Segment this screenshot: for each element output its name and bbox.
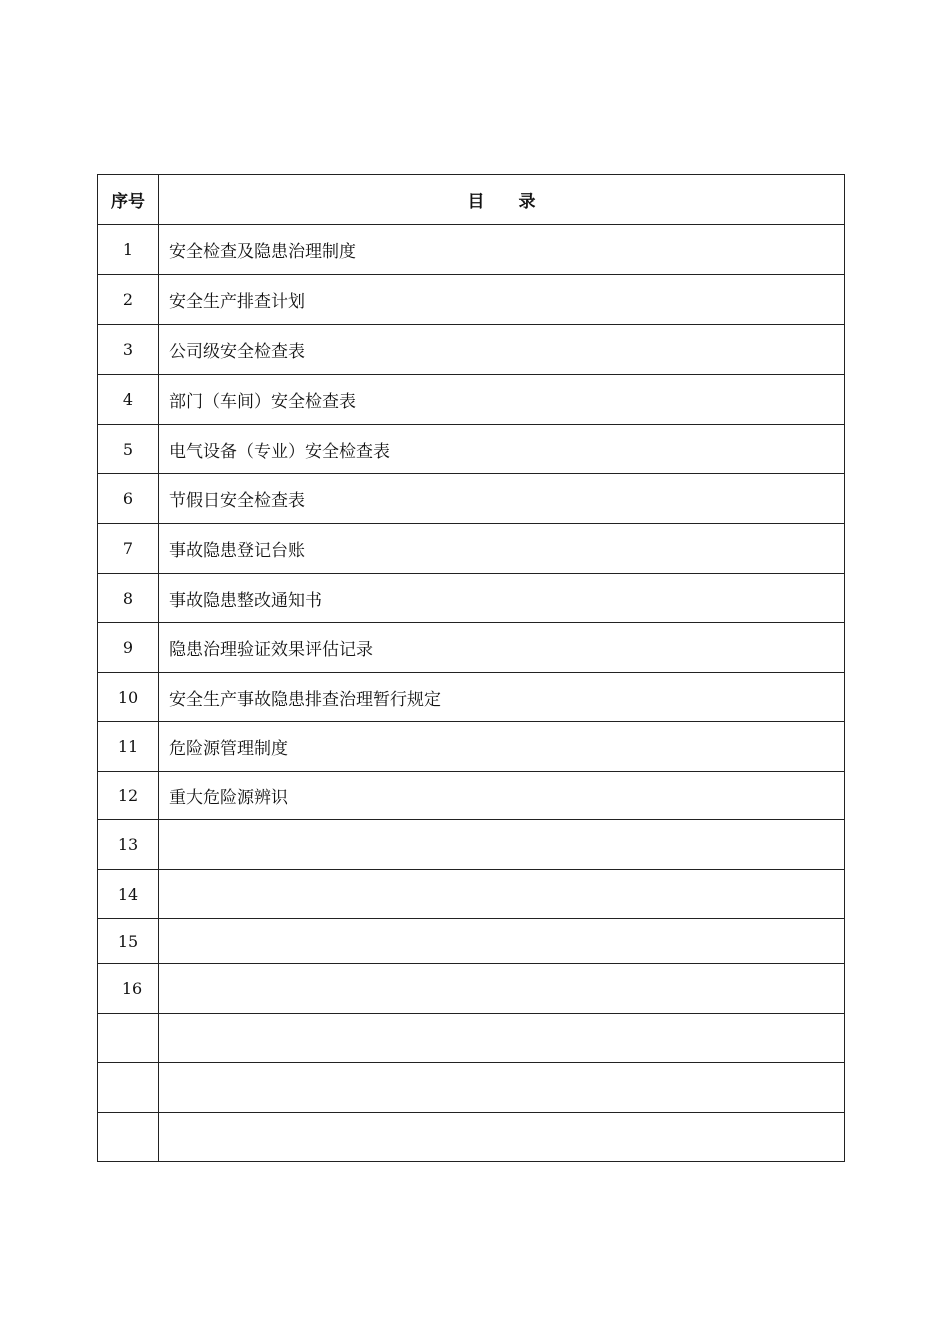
row-number: 2 [98, 275, 159, 325]
row-title: 安全生产排查计划 [159, 275, 845, 325]
row-title [159, 1063, 845, 1113]
table-row [98, 474, 845, 524]
row-number: 1 [98, 225, 159, 275]
row-number: 9 [98, 623, 159, 673]
table-row [98, 425, 845, 474]
row-number: 14 [98, 870, 159, 919]
table-header-row [98, 175, 845, 225]
row-title: 事故隐患整改通知书 [159, 574, 845, 623]
table-row [98, 964, 845, 1014]
row-title: 电气设备（专业）安全检查表 [159, 425, 845, 474]
row-number: 5 [98, 425, 159, 474]
row-number [98, 1063, 159, 1113]
row-title: 重大危险源辨识 [159, 772, 845, 820]
table-row [98, 1113, 845, 1162]
row-title [159, 870, 845, 919]
table-row [98, 673, 845, 722]
row-number: 4 [98, 375, 159, 425]
table-row [98, 820, 845, 870]
row-title: 安全生产事故隐患排查治理暂行规定 [159, 673, 845, 722]
row-number: 8 [98, 574, 159, 623]
row-number: 12 [98, 772, 159, 820]
table-row [98, 623, 845, 673]
row-number: 10 [98, 673, 159, 722]
row-number: 7 [98, 524, 159, 574]
row-number: 15 [98, 919, 159, 964]
row-title: 事故隐患登记台账 [159, 524, 845, 574]
table-row [98, 375, 845, 425]
row-title: 安全检查及隐患治理制度 [159, 225, 845, 275]
row-title [159, 1113, 845, 1162]
row-number: 16 [98, 964, 159, 1014]
row-number: 3 [98, 325, 159, 375]
row-number [98, 1014, 159, 1063]
row-title [159, 820, 845, 870]
table-row [98, 1063, 845, 1113]
row-number: 13 [98, 820, 159, 870]
table-row [98, 722, 845, 772]
row-title: 公司级安全检查表 [159, 325, 845, 375]
row-number: 11 [98, 722, 159, 772]
row-title [159, 964, 845, 1014]
row-title: 节假日安全检查表 [159, 474, 845, 524]
table-row [98, 524, 845, 574]
row-number [98, 1113, 159, 1162]
table-row [98, 1014, 845, 1063]
table-row [98, 870, 845, 919]
row-number: 6 [98, 474, 159, 524]
row-title: 部门（车间）安全检查表 [159, 375, 845, 425]
row-title: 危险源管理制度 [159, 722, 845, 772]
header-title: 目 录 [159, 175, 845, 225]
row-title [159, 1014, 845, 1063]
toc-table [97, 174, 845, 1162]
table-row [98, 772, 845, 820]
header-number: 序号 [98, 175, 159, 225]
table-row [98, 919, 845, 964]
table-row [98, 225, 845, 275]
table-row [98, 325, 845, 375]
table-row [98, 275, 845, 325]
row-title: 隐患治理验证效果评估记录 [159, 623, 845, 673]
table-row [98, 574, 845, 623]
row-title [159, 919, 845, 964]
